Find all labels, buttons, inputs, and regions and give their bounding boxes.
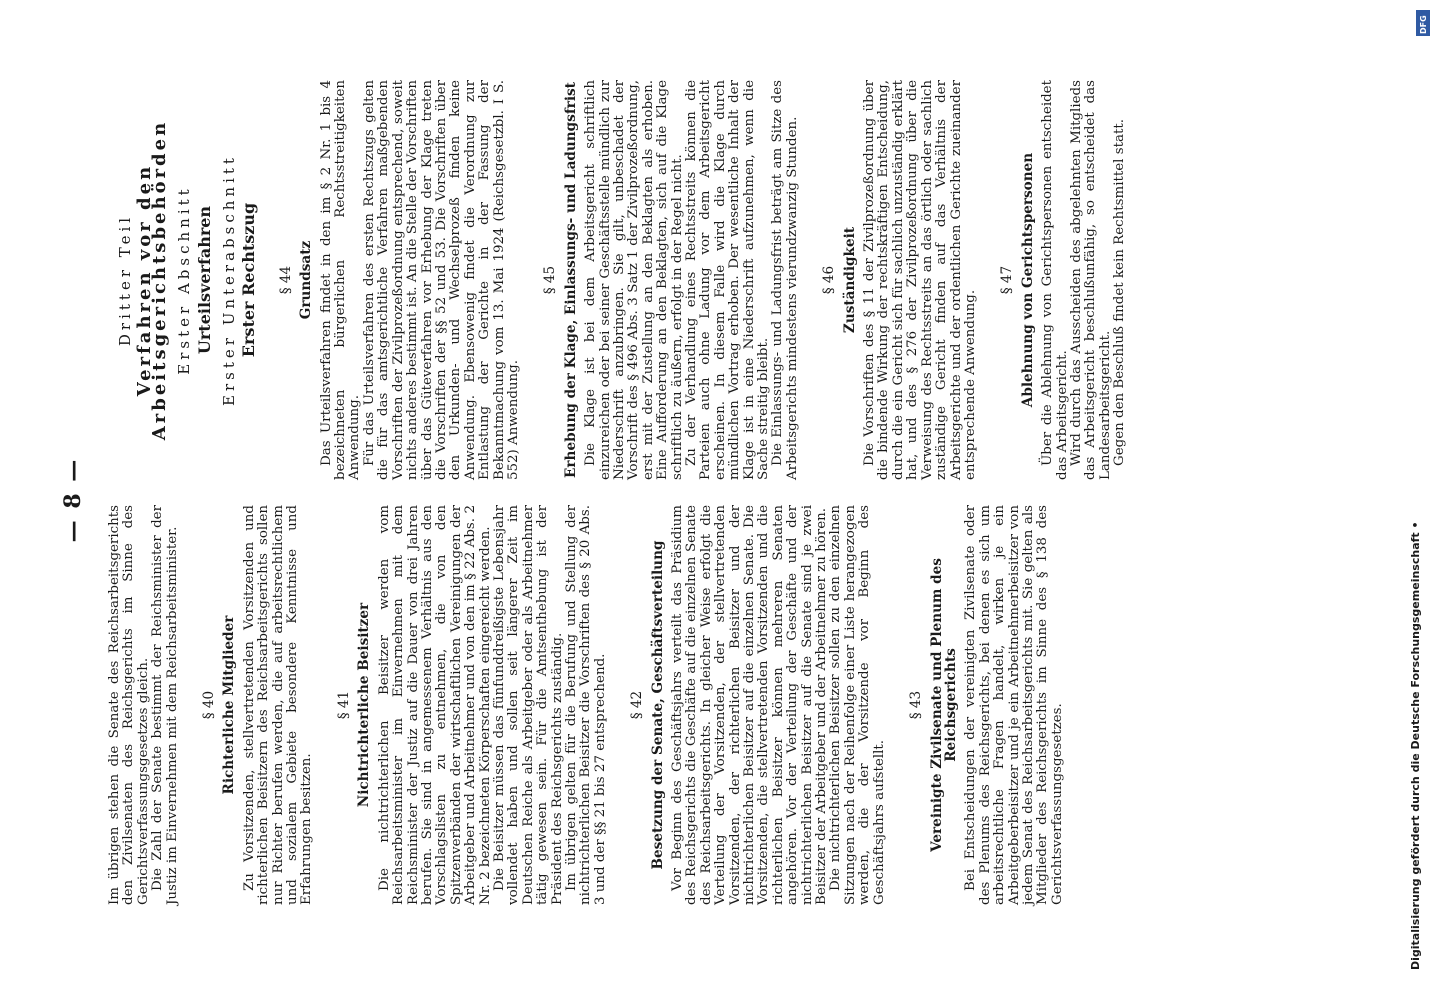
section-46-title: Zuständigkeit <box>841 226 858 334</box>
section-46-paragraph: Die Vorschriften des § 11 der Zivilprozeßordnung über die bindende Wirkung der rechtskräftigen Entscheidung, durch die ein Gericht sich für sachlich unzuständig erklärt hat, und des § 276 der Zivilprozeßordnung über die Verweisung des Rechtsstreits an das örtlich oder sachlich zuständige Gericht finden auf das Verhältnis der Arbeitsgerichte und der ordentlichen Gerichte zueinander entsprechende Anwendung. <box>862 80 978 480</box>
page-number: — 8 — <box>60 457 86 543</box>
abschnitt-title: Urteilsverfahren <box>194 205 214 355</box>
section-44-title: Grundsatz <box>298 240 315 320</box>
abschnitt-heading: Erster Abschnitt <box>175 185 194 375</box>
section-45-paragraph-2: Zu der Verhandlung eines Rechtsstreits können die Parteien auch ohne Ladung vor dem Arbeitsgericht erscheinen. In diesem Falle wird die Klage durch mündlichen Vortrag erhoben. Der wesentliche Inhalt der Klage ist in eine Niederschrift aufzunehmen, wenn die Sache streitig bleibt. <box>684 80 772 480</box>
section-47-title: Ablehnung von Gerichtspersonen <box>1019 152 1036 408</box>
intro-paragraph-2: Die Zahl der Senate bestimmt der Reichsminister der Justiz im Einvernehmen mit dem Reichsarbeitsminister. <box>150 505 180 905</box>
intro-paragraph-1: Im übrigen stehen die Senate des Reichsarbeitsgerichts den Zivilsenaten des Reichsgerichts im Sinne des Gerichtsverfassungsgesetzes gleich. <box>107 505 151 905</box>
dfg-logo <box>1416 10 1430 36</box>
unterabschnitt-heading: Erster Unterabschnitt <box>220 154 239 406</box>
section-42-number: § 42 <box>629 690 646 720</box>
dfg-logo-text: DFG <box>1419 15 1428 34</box>
section-42-paragraph-1: Vor Beginn des Geschäftsjahrs verteilt das Präsidium des Reichsgerichts die Geschäfte auf die einzelnen Senate des Reichsarbeitsgerichts. In gleicher Weise erfolgt die Verteilung der Vorsitzenden, der stellvertretenden Vorsitzenden, der richterlichen Beisitzer und der nichtrichterlichen Beisitzer auf die einzelnen Senate. Die Vorsitzenden, die stellvertretenden Vorsitzenden und die richterlichen Beisitzer können mehreren Senaten angehören. Vor der Verteilung der Geschäfte und der nichtrichterlichen Beisitzer auf die Senate sind je zwei Beisitzer der Arbeitgeber und der Arbeitnehmer zu hören. <box>670 505 830 905</box>
section-45-paragraph-3: Die Einlassungs- und Ladungsfrist beträgt am Sitze des Arbeitsgerichts mindestens vierundzwanzig Stunden. <box>770 80 800 480</box>
unterabschnitt-title: Erster Rechtszug <box>239 202 259 358</box>
section-41-paragraph-2: Die Beisitzer müssen das fünfunddreißigste Lebensjahr vollendet haben und sollen seit längerer Zeit im Deutschen Reiche als Arbeitgeber oder als Arbeitnehmer tätig gewesen sein. Für die Amtsenthebung ist der Präsident des Reichsgerichts zuständig. <box>491 505 565 905</box>
section-44-number: § 44 <box>277 265 294 295</box>
digitization-credit <box>1405 10 1427 990</box>
left-column <box>108 505 1065 905</box>
section-42-paragraph-2: Die nichtrichterlichen Beisitzer sollen zu den einzelnen Sitzungen nach der Reihenfolge einer Liste herangezogen werden, die der Vorsitzende vor Beginn des Geschäftsjahrs aufstellt. <box>828 505 887 905</box>
section-40-paragraph: Zu Vorsitzenden, stellvertretenden Vorsitzenden und richterlichen Beisitzern des Reichsarbeitsgerichts sollen nur Richter berufen werden, die auf arbeitsrechtlichem und sozialem Gebiete besondere Kenntnisse und Erfahrungen besitzen. <box>241 505 315 905</box>
part-heading: Dritter Teil <box>116 213 134 347</box>
section-43-number: § 43 <box>908 690 925 720</box>
section-47-paragraph-2: Wird durch das Ausscheiden des abgelehnten Mitglieds das Arbeitsgericht beschlußunfähig, so entscheidet das Landesarbeitsgericht. <box>1068 80 1113 480</box>
part-title: Verfahren vor den Arbeitsgerichtsbehörden <box>134 119 170 441</box>
section-40-title: Richterliche Mitglieder <box>221 615 238 795</box>
section-43-title: Vereinigte Zivilsenate und Plenum des Reichsgerichts <box>928 558 959 852</box>
section-41-paragraph-3: Im übrigen gelten für die Berufung und Stellung der nichtrichterlichen Beisitzer die Vorschriften des § 20 Abs. 3 und der §§ 21 bis 27 entsprechend. <box>563 505 608 905</box>
section-44-paragraph-1: Das Urteilsverfahren findet in den im § 2 Nr. 1 bis 4 bezeichneten bürgerlichen Rechtsstreitigkeiten Anwendung. <box>318 80 363 480</box>
section-46-number: § 46 <box>821 265 838 295</box>
section-47-paragraph-3: Gegen den Beschluß findet kein Rechtsmittel statt. <box>1112 119 1128 466</box>
section-45-paragraph-1: Die Klage ist bei dem Arbeitsgericht schriftlich einzureichen oder bei seiner Geschäftsstelle mündlich zur Niederschrift anzubringen. Sie gilt, unbeschadet der Vorschrift des § 496 Abs. 3 Satz 1 der Zivilprozeßordnung, erst mit der Zustellung an den Beklagten als erhoben. Eine Aufforderung an den Beklagten, sich auf die Klage schriftlich zu äußern, erfolgt in der Regel nicht. <box>583 80 685 480</box>
section-41-number: § 41 <box>335 690 352 720</box>
digitization-credit-text: Digitalisierung gefördert durch die Deutsche Forschungsgemeinschaft • <box>1409 521 1422 970</box>
section-43-paragraph: Bei Entscheidungen der vereinigten Zivilsenate oder des Plenums des Reichsgerichts, bei denen es sich um arbeitsrechtliche Fragen handelt, wirken je ein Arbeitgeberbeisitzer und je ein Arbeitnehmerbeisitzer von jedem Senat des Reichsarbeitsgerichts mit. Sie gelten als Mitglieder des Reichsgerichts im Sinne des § 138 des Gerichtsverfassungsgesetzes. <box>963 505 1065 905</box>
section-40-number: § 40 <box>201 690 218 720</box>
section-44-paragraph-2: Für das Urteilsverfahren des ersten Rechtszugs gelten die für das amtsgerichtliche Verfahren maßgebenden Vorschriften der Zivilprozeßordnung entsprechend, soweit nichts anderes bestimmt ist. An die Stelle der Vorschriften über das Güteverfahren vor Erhebung der Klage treten die Vorschriften der §§ 52 und 53. Die Vorschriften über den Urkunden- und Wechselprozeß finden keine Anwendung. Ebensowenig findet die Verordnung zur Entlastung der Gerichte in der Fassung der Bekanntmachung vom 13. Mai 1924 (Reichsgesetzbl. I S. 552) Anwendung. <box>361 80 521 480</box>
section-42-title: Besetzung der Senate, Geschäftsverteilung <box>649 540 666 870</box>
right-column <box>108 80 1128 480</box>
section-45-title: Erhebung der Klage, Einlassungs- und Ladungsfrist <box>562 82 579 478</box>
section-41-paragraph-1: Die nichtrichterlichen Beisitzer werden vom Reichsarbeitsminister im Einvernehmen mit dem Reichsminister der Justiz auf die Dauer von drei Jahren berufen. Sie sind in angemessenem Verhältnis aus den Vorschlagslisten zu entnehmen, die von den Spitzenverbänden der wirtschaftlichen Vereinigungen der Arbeitgeber und Arbeitnehmer und von den im § 22 Abs. 2 Nr. 2 bezeichneten Körperschaften eingereicht werden. <box>376 505 493 905</box>
section-45-number: § 45 <box>542 265 559 295</box>
section-47-number: § 47 <box>999 265 1016 295</box>
section-41-title: Nichtrichterliche Beisitzer <box>356 602 373 808</box>
section-47-paragraph-1: Über die Ablehnung von Gerichtspersonen entscheidet das Arbeitsgericht. <box>1040 80 1070 480</box>
